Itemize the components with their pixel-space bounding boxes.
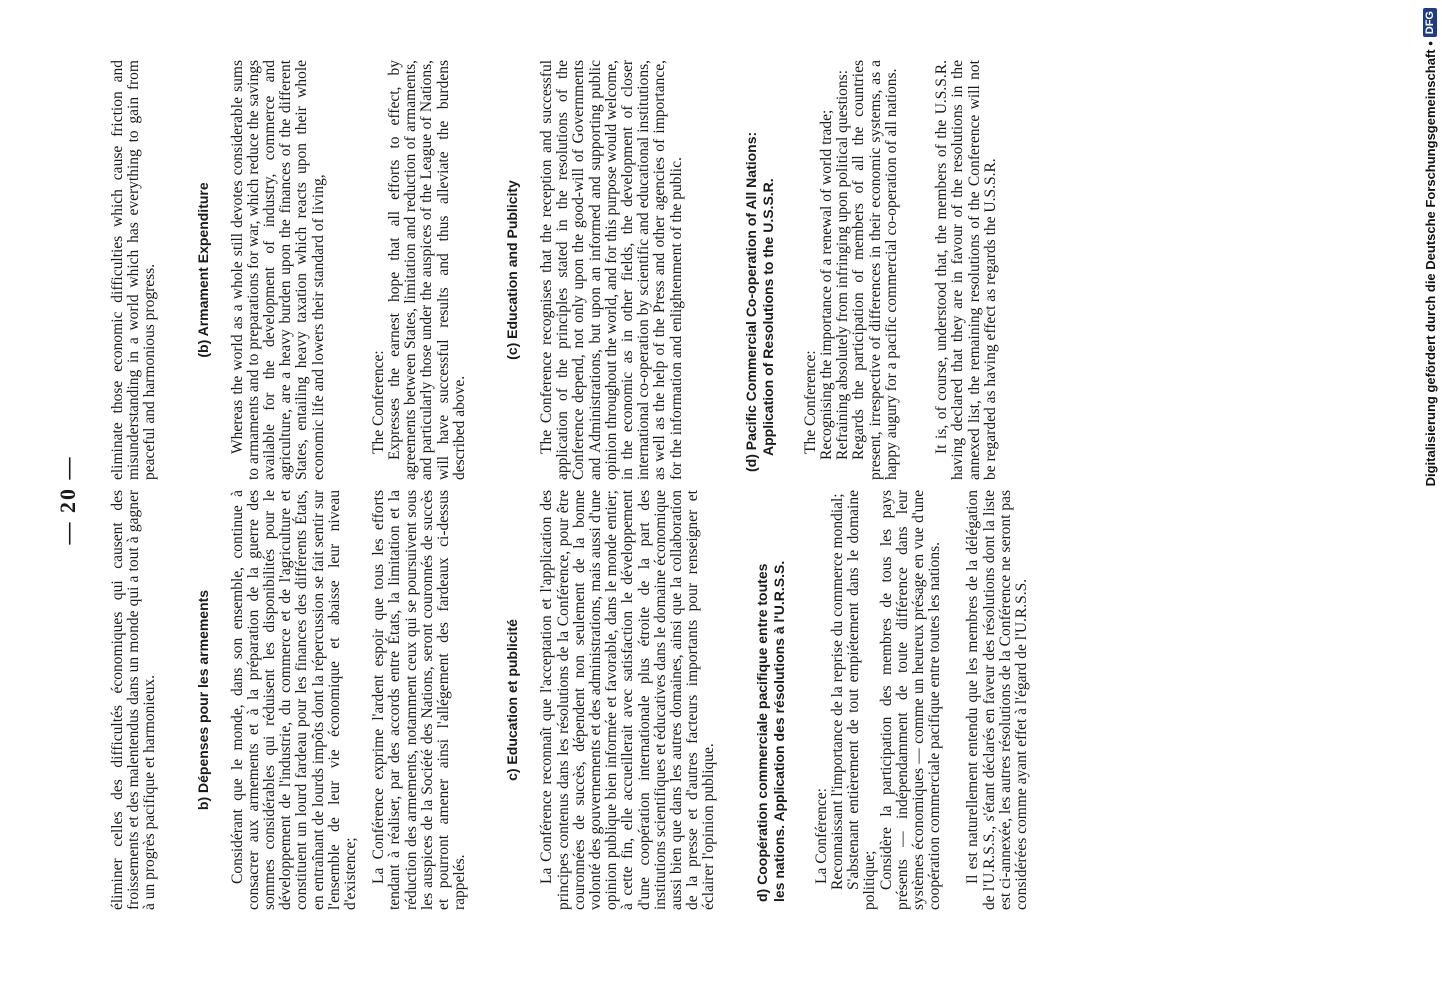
en-d-paragraph-2: Recognising the importance of a renewal of world trade; <box>818 109 836 460</box>
sidebar-text: Digitalisierung gefördert durch die Deutsche Forschungsgemeinschaft • <box>1422 41 1438 487</box>
en-heading-c: (c) Education and Publicity <box>504 180 521 360</box>
fr-d-paragraph-2: Reconnaissant l'importance de la reprise du commerce mondial; <box>828 493 846 890</box>
fr-heading-b: b) Dépenses pour les armements <box>194 589 211 811</box>
fr-d-paragraph-1: La Conférence: <box>812 788 830 884</box>
fr-d-paragraph-3: S'abstenant entièrement de tout empiétement dans le domaine politique; <box>845 490 879 910</box>
en-b-paragraph-2b: Expresses the earnest hope that all efforts to effect, by agreements between States, limitation and reduction of armaments, and particularly those under the auspices of the League of Nations, will have successful results and thus alleviate the burdens described above. <box>386 60 468 480</box>
fr-c-paragraph-1: La Conférence reconnaît que l'acceptation et l'application des principes contenus dans les résolutions de la Conférence, pour être couronnées de succès, dépendent non seulement de la bonne volonté des gouvernements et des administrations, mais aussi d'une opinion publique bien informée et favorable, dans le monde entier; à cette fin, elle accueillerait avec satisfaction le développement d'une coopération internationale plus étroite de la part des institutions scientifiques et éducatives dans le domaine économique aussi bien que dans les autres domaines, ainsi que la collaboration de la presse et d'autres facteurs importants pour renseigner et éclairer l'opinion publique. <box>538 490 718 910</box>
dfg-logo: DFG <box>1423 8 1437 37</box>
digitization-sidebar <box>1418 8 1442 992</box>
en-d-paragraph-1: The Conference: <box>801 350 819 454</box>
en-b-paragraph-1: Whereas the world as a whole still devotes considerable sums to armaments and to preparations for war, which reduce the savings available for the development of industry, commerce and agriculture, are a heavy burden upon the finances of the different States, entailing heavy taxation which reacts upon their whole economic life and lowers their standard of living, <box>228 60 327 480</box>
fr-b-paragraph-2: La Conférence exprime l'ardent espoir que tous les efforts tendant à réaliser, par des accords entre États, la limitation et la réduction des armements, notamment ceux qui se poursuivent sous les auspices de la Société des Nations, seront couronnés de succès et pourront amener ainsi l'allégement des fardeaux ci-dessus rappelés. <box>370 490 469 910</box>
en-b-paragraph-2a: The Conference: <box>369 350 387 454</box>
en-heading-b: (b) Armament Expenditure <box>194 182 211 358</box>
en-heading-d-line-2: Application of Resolutions to the U.S.S.R. <box>759 178 776 456</box>
en-d-paragraph-4: Regards the participation of members of all the countries present, irrespective of differences in their economic systems, as a happy augury for a pacific commercial co-operation of all nations. <box>850 60 900 480</box>
fr-b-paragraph-1: Considérant que le monde, dans son ensemble, continue à consacrer aux armements et à la préparation de la guerre des sommes considérables qui réduisent les disponibilités pour le développement de l'industrie, du commerce et de l'agriculture et constituent un lourd fardeau pour les finances des différents États, en entraînant de lourds impôts dont la répercussion se fait sentir sur l'ensemble de leur vie économique et abaisse leur niveau d'existence; <box>228 490 360 910</box>
english-column <box>110 60 999 480</box>
en-c-paragraph-1: The Conference recognises that the reception and successful application of the principles stated in the resolutions of the Conference depend, not only upon the good-will of Governments and Administrations, but upon an informed and supporting public opinion throughout the world, and for this purpose would welcome, in the economic as in other fields, the development of closer international co-operation by scientific and educational institutions, as well as the help of the Press and other agencies of importance, for the information and enlightenment of the public. <box>538 60 685 480</box>
en-intro: eliminate those economic difficulties which cause friction and misunderstanding in a world which has everything to gain from peaceful and harmonious progress. <box>109 60 159 480</box>
en-d-paragraph-5: It is, of course, understood that, the members of the U.S.S.R. having declared that they are in favour of the resolutions in the annexed list, the remaining resolutions of the Conference will not be regarded as having effect as regards the U.S.S.R. <box>933 60 999 480</box>
fr-heading-c: c) Education et publicité <box>504 619 521 781</box>
en-heading-d <box>743 60 777 480</box>
french-column <box>110 490 1030 910</box>
en-d-paragraph-3: Refraining absolutely from infringing upon political questions: <box>834 69 852 460</box>
fr-d-paragraph-4: Considère la participation des membres de tous les pays présents — indépendamment de toute différence dans leur systèmes économiques — comme un heureux présage en vue d'une coopération commerciale pacifique entre toutes les nations. <box>877 490 944 910</box>
fr-heading-d-line-1: d) Coopération commerciale pacifique entre toutes <box>753 563 770 902</box>
fr-heading-d-line-2: les nations. Application des résolutions à l'U.R.S.S. <box>770 560 787 902</box>
fr-intro: éliminer celles des difficultés économiques qui causent des froissements et des malentendus dans un monde qui a tout à gagner à un progrès pacifique et harmonieux. <box>109 490 159 910</box>
fr-heading-d <box>754 490 788 910</box>
fr-d-paragraph-5: Il est naturellement entendu que les membres de la délégation de l'U.R.S.S., s'étant déclarés en faveur des résolutions dont la liste est ci-annexée, les autres résolutions de la Conférence ne seront pas considérées comme ayant effet à l'égard de l'U.R.S.S. <box>964 490 1030 910</box>
en-heading-d-line-1: (d) Pacific Commercial Co-operation of All Nations: <box>742 131 759 472</box>
page-number: — 20 — <box>55 455 80 545</box>
